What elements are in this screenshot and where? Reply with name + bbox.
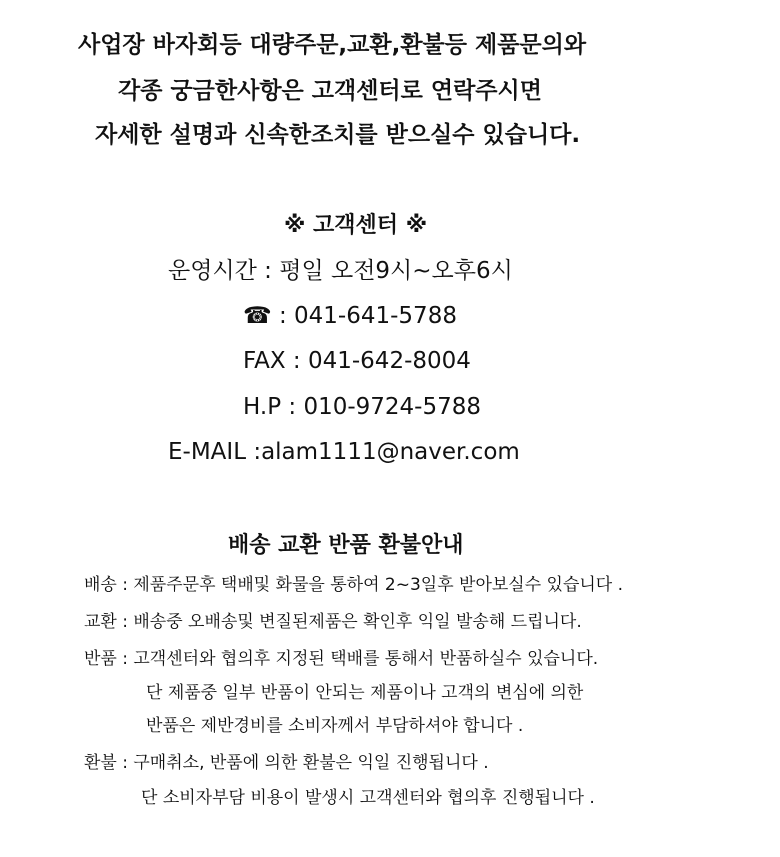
fax-number: FAX : 041-642-8004 [243, 348, 471, 374]
intro-line-3: 자세한 설명과 신속한조치를 받으실수 있습니다. [95, 122, 581, 148]
shipping-title: 배송 교환 반품 환불안내 [228, 533, 464, 558]
customer-center-title: ※ 고객센터 ※ [284, 213, 428, 238]
intro-line-1: 사업장 바자회등 대량주문,교환,환불등 제품문의와 [78, 32, 587, 58]
refund-info-1: 환불 : 구매취소, 반품에 의한 환불은 익일 진행됩니다 . [84, 753, 489, 773]
phone-icon: ☎ [243, 303, 272, 329]
return-info-2: 단 제품중 일부 반품이 안되는 제품이나 고객의 변심에 의한 [146, 683, 584, 703]
delivery-info: 배송 : 제품주문후 택배및 화물을 통하여 2~3일후 받아보실수 있습니다 . [84, 575, 624, 595]
mobile-number: H.P : 010-9724-5788 [243, 394, 482, 420]
operating-hours: 운영시간 : 평일 오전9시~오후6시 [168, 258, 513, 284]
return-info-1: 반품 : 고객센터와 협의후 지정된 택배를 통해서 반품하실수 있습니다. [84, 649, 599, 669]
refund-info-2: 단 소비자부담 비용이 발생시 고객센터와 협의후 진행됩니다 . [141, 788, 595, 808]
email-address: E-MAIL :alam1111@naver.com [168, 439, 520, 465]
intro-line-2: 각종 궁금한사항은 고객센터로 연락주시면 [118, 78, 542, 104]
return-info-3: 반품은 제반경비를 소비자께서 부담하셔야 합니다 . [146, 716, 524, 736]
phone-row [243, 305, 457, 328]
exchange-info: 교환 : 배송중 오배송및 변질된제품은 확인후 익일 발송해 드립니다. [84, 612, 582, 632]
phone-number: : 041-641-5788 [271, 303, 457, 329]
